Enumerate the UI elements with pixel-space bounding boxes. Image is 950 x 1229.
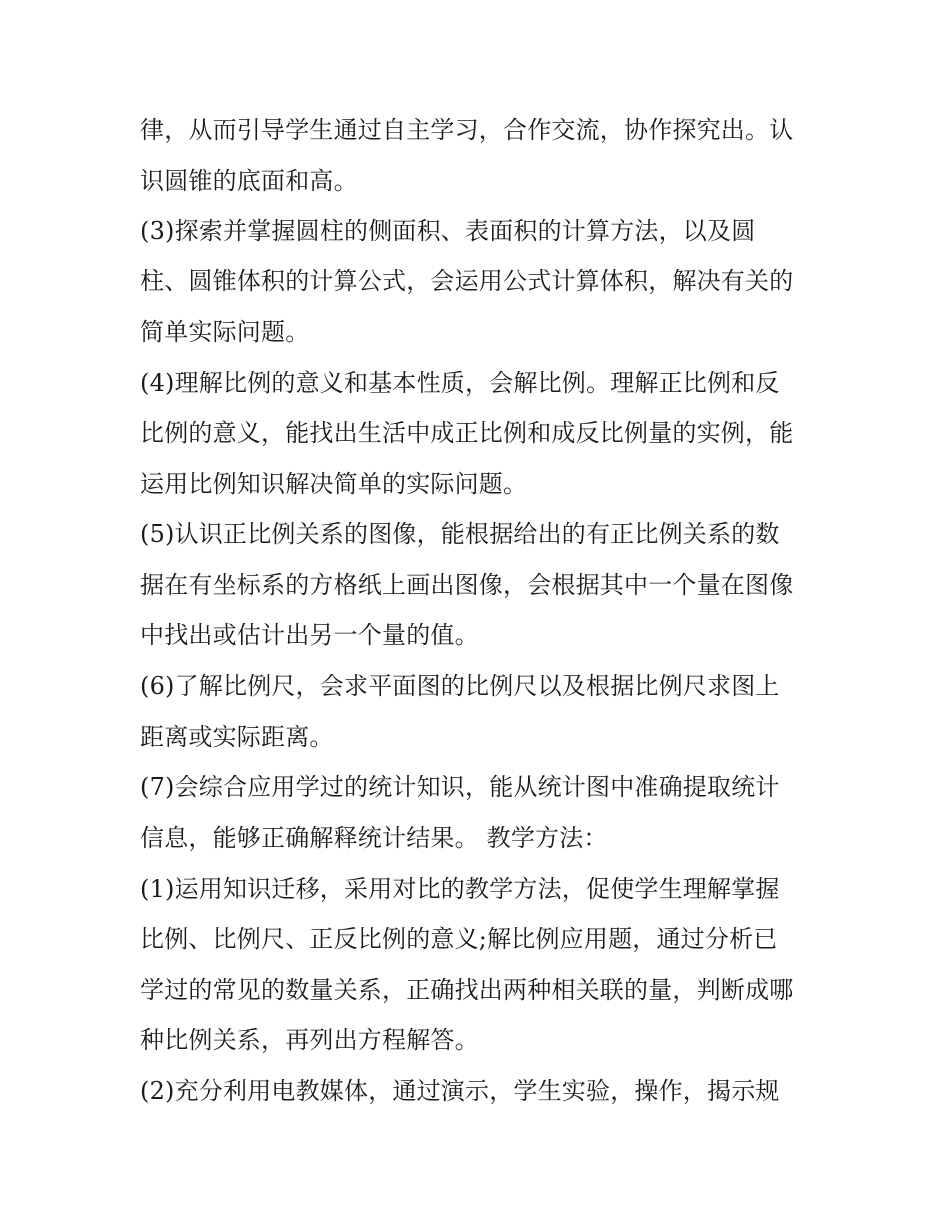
text-line: 中找出或估计出另一个量的值。 [140,621,479,649]
text-line: 学过的常见的数量关系，正确找出两种相关联的量，判断成哪 [140,976,794,1004]
text-line: 简单实际问题。 [140,318,310,346]
text-line: (6)了解比例尺，会求平面图的比例尺以及根据比例尺求图上 [140,672,780,700]
text-line: 律，从而引导学生通过自主学习，合作交流，协作探究出。认 [140,116,794,144]
text-line: 比例的意义，能找出生活中成正比例和成反比例量的实例，能 [140,419,794,447]
text-line: 信息，能够正确解释统计结果。 教学方法： [140,824,608,852]
text-line: 比例、比例尺、正反比例的意义;解比例应用题，通过分析已 [140,925,778,953]
text-line: 距离或实际距离。 [140,723,334,751]
text-line: 运用比例知识解决简单的实际问题。 [140,470,528,498]
text-line: (4)理解比例的意义和基本性质，会解比例。理解正比例和反 [140,369,780,397]
text-line: 据在有坐标系的方格纸上画出图像，会根据其中一个量在图像 [140,571,794,599]
text-line: (7)会综合应用学过的统计知识，能从统计图中准确提取统计 [140,773,780,801]
text-line: (5)认识正比例关系的图像，能根据给出的有正比例关系的数 [140,520,780,548]
text-line: (1)运用知识迁移，采用对比的教学方法，促使学生理解掌握 [140,875,780,903]
text-line: (3)探索并掌握圆柱的侧面积、表面积的计算方法，以及圆 [140,217,756,245]
text-line: 种比例关系，再列出方程解答。 [140,1026,479,1054]
text-line: 柱、圆锥体积的计算公式，会运用公式计算体积，解决有关的 [140,267,794,295]
text-line: 识圆锥的底面和高。 [140,167,358,195]
text-line: (2)充分利用电教媒体，通过演示，学生实验，操作，揭示规 [140,1077,780,1105]
